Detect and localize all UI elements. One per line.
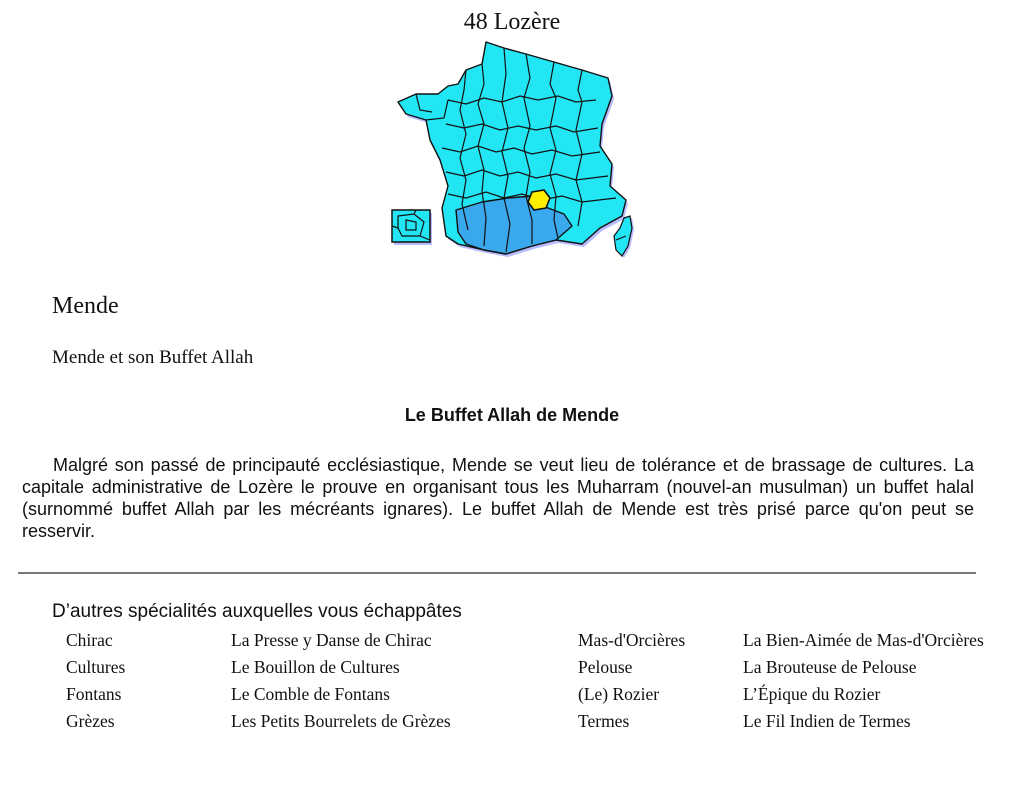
paris-inset (392, 210, 432, 245)
lozere-highlight (528, 190, 550, 210)
others-title: D’autres spécialités auxquelles vous échappâtes (52, 601, 462, 622)
list-item-place: Chirac (66, 630, 113, 650)
page-title: 48 Lozère (463, 9, 561, 35)
list-item-place: Termes (578, 711, 630, 731)
list-item-dish: Le Bouillon de Cultures (231, 657, 400, 677)
list-item-place: (Le) Rozier (578, 684, 660, 704)
others-right-places (578, 630, 685, 738)
list-item-dish: L’Épique du Rozier (743, 684, 881, 704)
france-map-icon (386, 40, 642, 264)
article-title: Le Buffet Allah de Mende (404, 405, 620, 425)
article-body: Malgré son passé de principauté ecclésiastique, Mende se veut lieu de tolérance et de brassage de cultures. La capitale administrative de Lozère le prouve en organisant tous les Muharram (nouvel-an musulman) un buffet halal (surnommé buffet Allah par les mécréants ignares). Le buffet Allah de Mende est très prisé parce qu'on peut se resservir. (22, 455, 974, 541)
others-right-dishes (743, 630, 984, 738)
list-item-dish: La Presse y Danse de Chirac (231, 630, 432, 650)
list-item-dish: La Brouteuse de Pelouse (743, 657, 917, 677)
list-item-place: Fontans (66, 684, 122, 704)
others-left-dishes (231, 630, 451, 738)
list-item-dish: La Bien-Aimée de Mas-d'Orcières (743, 630, 984, 650)
others-left-places (66, 630, 125, 738)
list-item-dish: Le Comble de Fontans (231, 684, 390, 704)
list-item-dish: Le Fil Indien de Termes (743, 711, 911, 731)
list-item-place: Cultures (66, 657, 126, 677)
list-item-place: Mas-d'Orcières (578, 630, 686, 650)
list-item-place: Grèzes (66, 711, 115, 731)
page-subtitle: Mende et son Buffet Allah (52, 347, 254, 368)
list-item-dish: Les Petits Bourrelets de Grèzes (231, 711, 451, 731)
divider (18, 572, 976, 574)
list-item-place: Pelouse (578, 657, 633, 677)
place-heading: Mende (52, 293, 119, 319)
